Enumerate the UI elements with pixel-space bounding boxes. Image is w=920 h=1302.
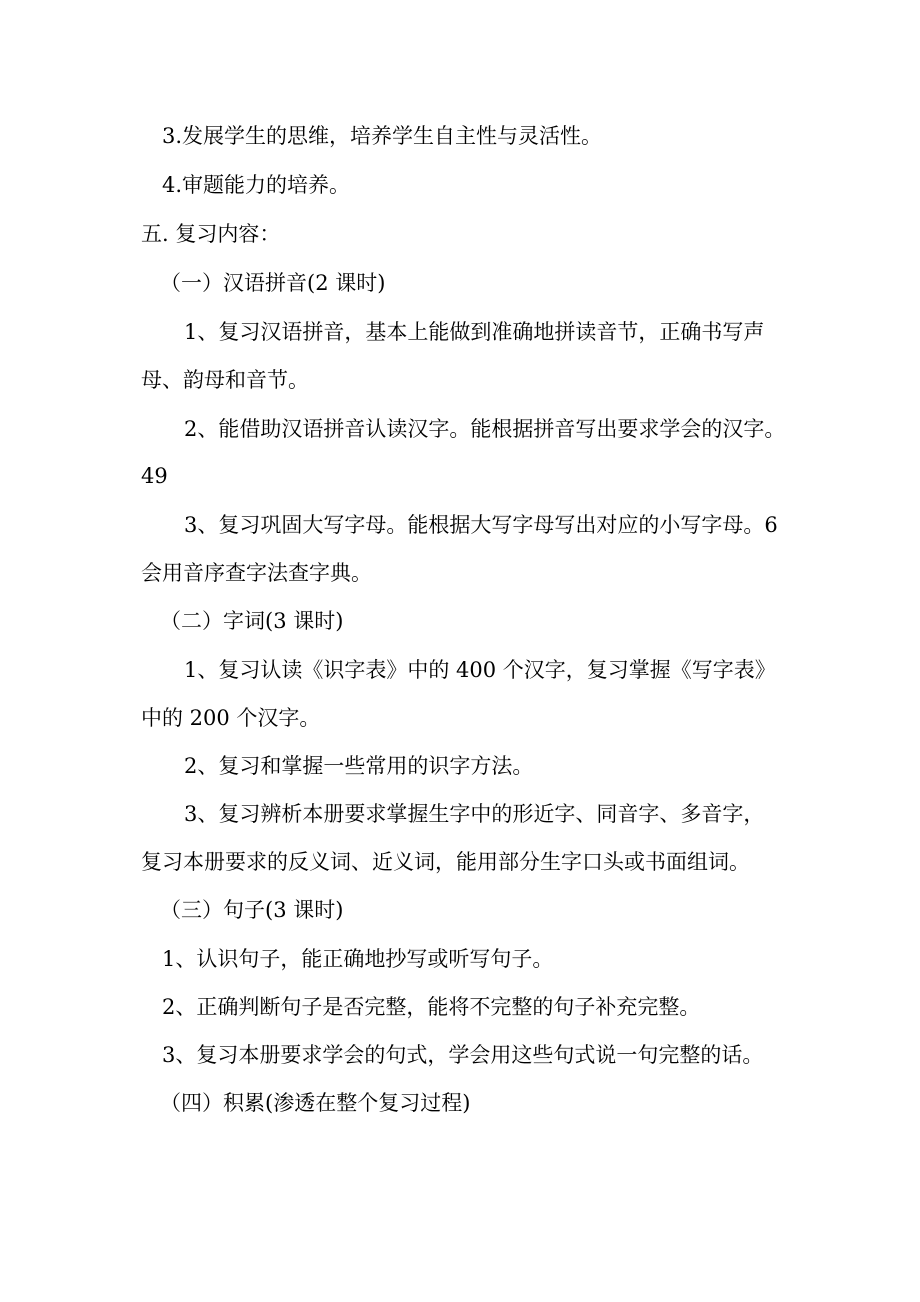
subheading-sentences: （三）句子(3 课时)	[160, 898, 344, 922]
subheading-pinyin: （一）汉语拼音(2 课时)	[160, 271, 386, 295]
characters-item-1-line-2: 中的 200 个汉字。	[141, 706, 321, 730]
characters-item-3-line-1: 3、复习辨析本册要求掌握生字中的形近字、同音字、多音字，	[184, 802, 765, 826]
pinyin-item-1-line-1: 1、复习汉语拼音，基本上能做到准确地拼读音节，正确书写声	[184, 320, 765, 344]
subheading-accumulation: （四）积累(渗透在整个复习过程)	[160, 1091, 471, 1115]
sentences-item-2-text: 2、正确判断句子是否完整，能将不完整的句子补充完整。	[162, 995, 701, 1019]
section-heading-review-content: 五. 复习内容：	[141, 222, 281, 246]
subheading-characters-words: （二）字词(3 课时)	[160, 609, 344, 633]
pinyin-item-3-line-1: 3、复习巩固大写字母。能根据大写字母写出对应的小写字母。6	[184, 513, 778, 537]
objective-4-text: 4.审题能力的培养。	[162, 173, 351, 197]
objective-3-text: 3.发展学生的思维，培养学生自主性与灵活性。	[162, 124, 603, 148]
pinyin-item-2-line-2: 49	[141, 464, 168, 488]
pinyin-item-3-line-2: 会用音序查字法查字典。	[141, 561, 372, 585]
characters-item-3-line-2: 复习本册要求的反义词、近义词，能用部分生字口头或书面组词。	[141, 850, 750, 874]
characters-item-2-text: 2、复习和掌握一些常用的识字方法。	[184, 754, 534, 778]
sentences-item-3-text: 3、复习本册要求学会的句式，学会用这些句式说一句完整的话。	[162, 1043, 764, 1067]
pinyin-item-2-line-1: 2、能借助汉语拼音认读汉字。能根据拼音写出要求学会的汉字。	[184, 417, 786, 441]
characters-item-1-line-1: 1、复习认读《识字表》中的 400 个汉字，复习掌握《写字表》	[184, 658, 776, 682]
sentences-item-1-text: 1、认识句子，能正确地抄写或听写句子。	[162, 947, 554, 971]
pinyin-item-1-line-2: 母、韵母和音节。	[141, 368, 309, 392]
